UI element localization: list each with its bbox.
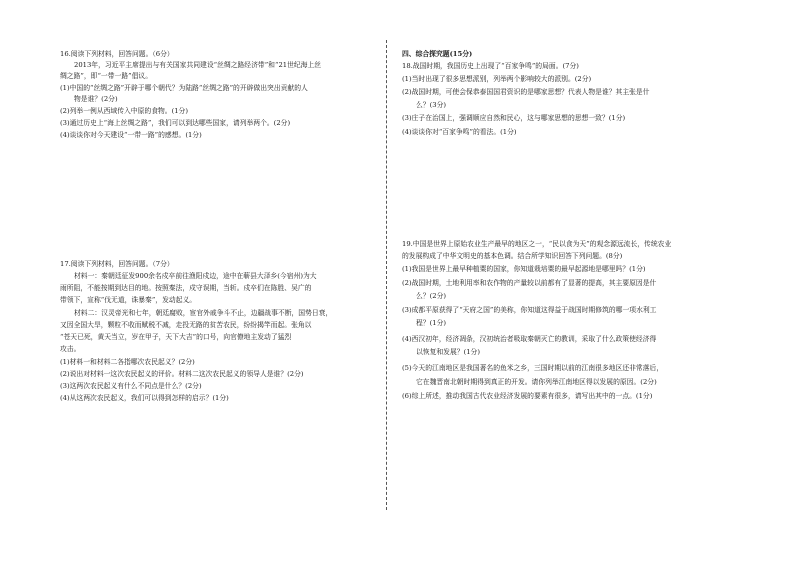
q16-material-line: 2013年，习近平主席提出与有关国家共同建设“丝绸之路经济带”和“21世纪海上丝: [74, 61, 322, 69]
q16-material-line: 绸之路”，即“一带一路”倡议。: [60, 72, 152, 80]
q19-question: 它在魏晋南北朝时期得到真正的开发。请你列举江南地区得以发展的原因。(2分): [416, 378, 657, 386]
q16-question: (1)中国的“丝绸之路”开辟于哪个朝代？为陆路“丝绸之路”的开辟做出突出贡献的人: [60, 84, 308, 92]
q16-question: (2)列举一例从西域传入中原的食物。(1分): [60, 107, 189, 115]
q19-question: (6)综上所述，推动我国古代农业经济发展的要素有很多，请写出其中的一点。(1分): [402, 392, 653, 400]
q17-material-line: 材料二：汉灵帝光和七年，朝廷腐败，宦官外戚争斗不止，边疆战事不断，国势日衰，: [74, 309, 333, 317]
q17-question: (1)材料一和材料二各指哪次农民起义？(2分): [60, 358, 195, 366]
q17-material-line: “苍天已死，黄天当立，岁在甲子，天下大吉”的口号，向官僚地主发动了猛烈: [60, 333, 292, 341]
q17-heading: 17.阅读下列材料，回答问题。（7分）: [60, 260, 174, 268]
q18-question: (2)战国时期，可使会保恭泰国国君资识的是哪家思想？代表人物是谁？其主张是什: [402, 88, 650, 96]
q16-question: (3)通过历史上“海上丝绸之路”，我们可以到达哪些国家，请列举两个。(2分): [60, 119, 291, 127]
q17-material-line: 又因全国大旱，颗粒不收而赋税不减，走投无路的贫苦农民，纷纷揭竿而起。张角以: [60, 321, 312, 329]
q17-question: (3)这两次农民起义有什么不同点是什么？(2分): [60, 382, 202, 390]
q19-question: (2)战国时期，土地利用率和农作物的产量较以前都有了显著的提高，其主要原因是什: [402, 279, 657, 287]
q19-question: (5)今天的江南地区是我国著名的鱼米之乡，三国时期以前的江南很多地区还非常落后，: [402, 364, 664, 372]
q16-question: (4)谈谈你对今天建设“一带一路”的感想。(1分): [60, 131, 202, 139]
q16-heading: 16.阅读下列材料，回答问题。（6分）: [60, 50, 174, 58]
q18-question: 么？(3分): [416, 101, 447, 109]
column-divider: [386, 40, 387, 510]
section-heading: 四、综合探究题(15分): [402, 50, 473, 58]
q17-material-line: 带领下，宣称“伐无道，诛暴秦”，发动起义。: [60, 296, 197, 304]
q18-question: (4)谈谈你对“百家争鸣”的看法。(1分): [402, 128, 517, 136]
q18-question: (1)当时出现了很多思想派别，列举两个影响较大的派别。(2分): [402, 75, 592, 83]
q17-material-line: 雨所阻，不能按期到达目的地。按照秦法，戍守误期，当斩。戍卒们在陈胜、吴广的: [60, 284, 312, 292]
q17-material-line: 材料一：秦朝廷征发900余名戍卒前往渔阳戍边，途中在蕲县大泽乡(今宿州)为大: [74, 272, 317, 280]
q19-question: (4)西汉初年，经济凋条，汉初统治者吸取秦朝灭亡的教训，采取了什么政策使经济得: [402, 335, 657, 343]
q17-material-line: 攻击。: [60, 345, 81, 353]
q19-question: 以恢复和发展？(1分): [416, 348, 481, 356]
q19-heading-cont: 的发展构成了中华文明史的基本色调。结合所学知识回答下列问题。(8分): [402, 252, 623, 260]
q16-question: 物是谁？(2分): [74, 95, 118, 103]
q18-heading: 18.战国时期，我国历史上出现了“百家争鸣”的局面。(7分): [402, 62, 579, 70]
q18-question: (3)庄子在治国上，强调顺应自然和民心，这与哪家思想的思想一致？(1分): [402, 114, 626, 122]
q19-question: 么？(2分): [416, 292, 447, 300]
q17-question: (2)说出对材料一这次农民起义的评价。材料二这次农民起义的领导人是谁？(2分): [60, 370, 304, 378]
q17-question: (4)从这两次农民起义，我们可以得到怎样的启示？(1分): [60, 394, 229, 402]
q19-question: (3)成都平原获得了“天府之国”的美称，你知道这得益于战国时期修筑的哪一项水利工: [402, 306, 657, 314]
q19-heading: 19.中国是世界上原始农业生产最早的地区之一，“民以食为天”的观念源远流长，传统农业: [402, 240, 672, 248]
q19-question: 程？(1分): [416, 319, 447, 327]
q19-question: (1)我国是世界上最早种植粟的国家，你知道栽培粟的最早起源地是哪里吗？(1分): [402, 265, 646, 273]
